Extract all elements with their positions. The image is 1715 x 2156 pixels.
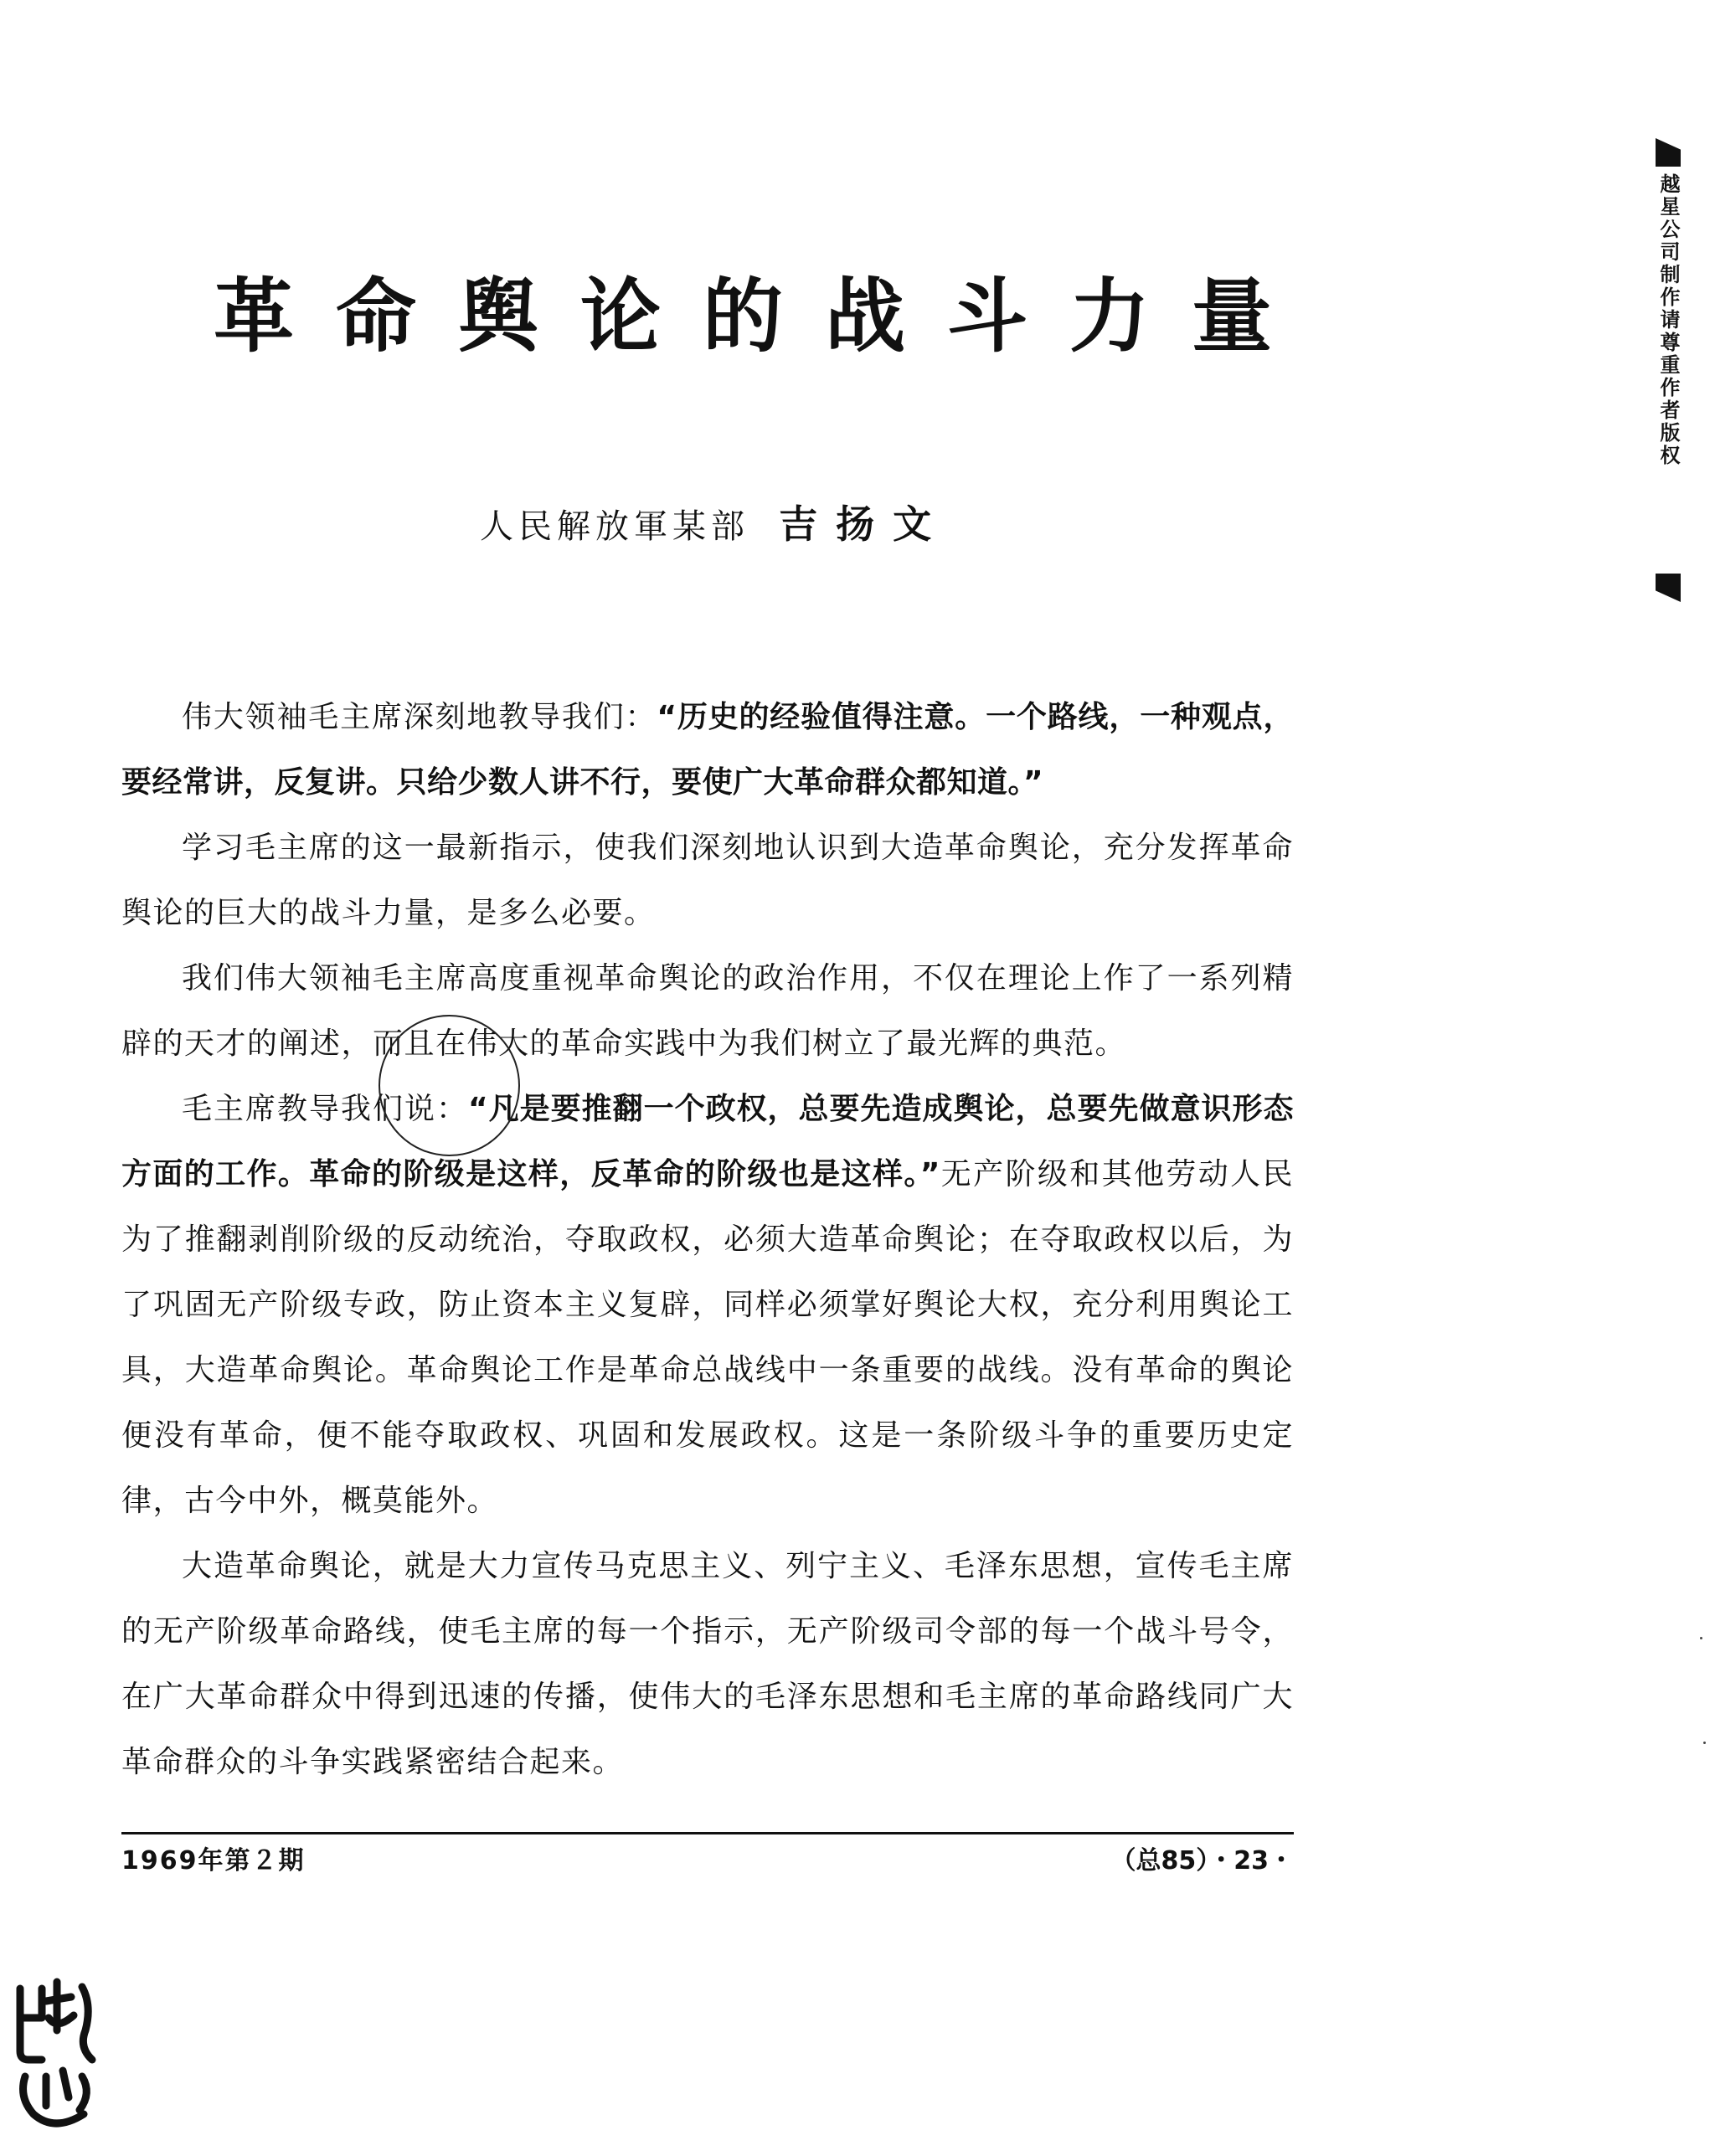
byline [480,494,950,549]
paragraph-text: 我们伟大领袖毛主席高度重视革命舆论的政治作用，不仅在理论上作了一系列精辟的天才的阐述，而且在伟大的革命实践中为我们树立了最光辉的典范。 [121,961,1294,1061]
paragraph-text: 毛主席教导我们说： [182,1092,468,1126]
body-paragraph [121,1077,1294,1534]
paragraph-text: 无产阶级和其他劳动人民为了推翻剥削阶级的反动统治，夺取政权，必须大造革命舆论；在夺取政权以后，为了巩固无产阶级专政，防止资本主义复辟，同样必须掌好舆论大权，充分利用舆论工具，大造革命舆论。革命舆论工作是革命总战线中一条重要的战线。没有革命的舆论便没有革命，便不能夺取政权、巩固和发展政权。这是一条阶级斗争的重要历史定律，古今中外，概莫能外。 [121,1157,1294,1518]
footer-rule [121,1832,1294,1834]
quotation-text: “历史的经验值得注意。一个路线，一种观点，要经常讲，反复讲。只给少数人讲不行，要使广大革命群众都知道。” [121,700,1294,800]
page-number: （总85）・23・ [1110,1846,1294,1876]
body-paragraph [121,816,1294,946]
scan-speck [1700,1637,1702,1639]
copyright-side-notice [1651,138,1685,607]
body-paragraph [121,685,1294,816]
byline-author: 吉扬文 [779,502,950,547]
paragraph-text: 大造革命舆论，就是大力宣传马克思主义、列宁主义、毛泽东思想，宣传毛主席的无产阶级革命路线，使毛主席的每一个指示，无产阶级司令部的每一个战斗号令，在广大革命群众中得到迅速的传播，使伟大的毛泽东思想和毛主席的革命路线同广大革命群众的斗争实践紧密结合起来。 [121,1549,1294,1779]
byline-unit: 人民解放軍某部 [480,507,749,546]
article-title: 革命舆论的战斗力量 [214,270,1314,363]
paragraph-text: 伟大领袖毛主席深刻地教导我们： [182,700,657,734]
body-paragraph [121,946,1294,1077]
hand-drawn-circle-mark [379,1015,520,1156]
scan-speck [1703,1742,1706,1744]
library-seal-logo [8,1972,105,2139]
body-paragraph [121,1534,1294,1795]
issue-label: 1969年第２期 [121,1846,306,1876]
paragraph-text: 学习毛主席的这一最新指示，使我们深刻地认识到大造革命舆论，充分发挥革命舆论的巨大的战斗力量，是多么必要。 [121,831,1294,930]
quotation-text: “凡是要推翻一个政权，总要先造成舆论，总要先做意识形态方面的工作。革命的阶级是这样，反革命的阶级也是这样。” [121,1092,1294,1191]
article-body [121,685,1294,1795]
copyright-notice-text: 越星公司制作请尊重作者版权 [1656,173,1680,467]
notice-top-marker [1656,138,1681,167]
notice-bottom-marker [1656,574,1681,602]
